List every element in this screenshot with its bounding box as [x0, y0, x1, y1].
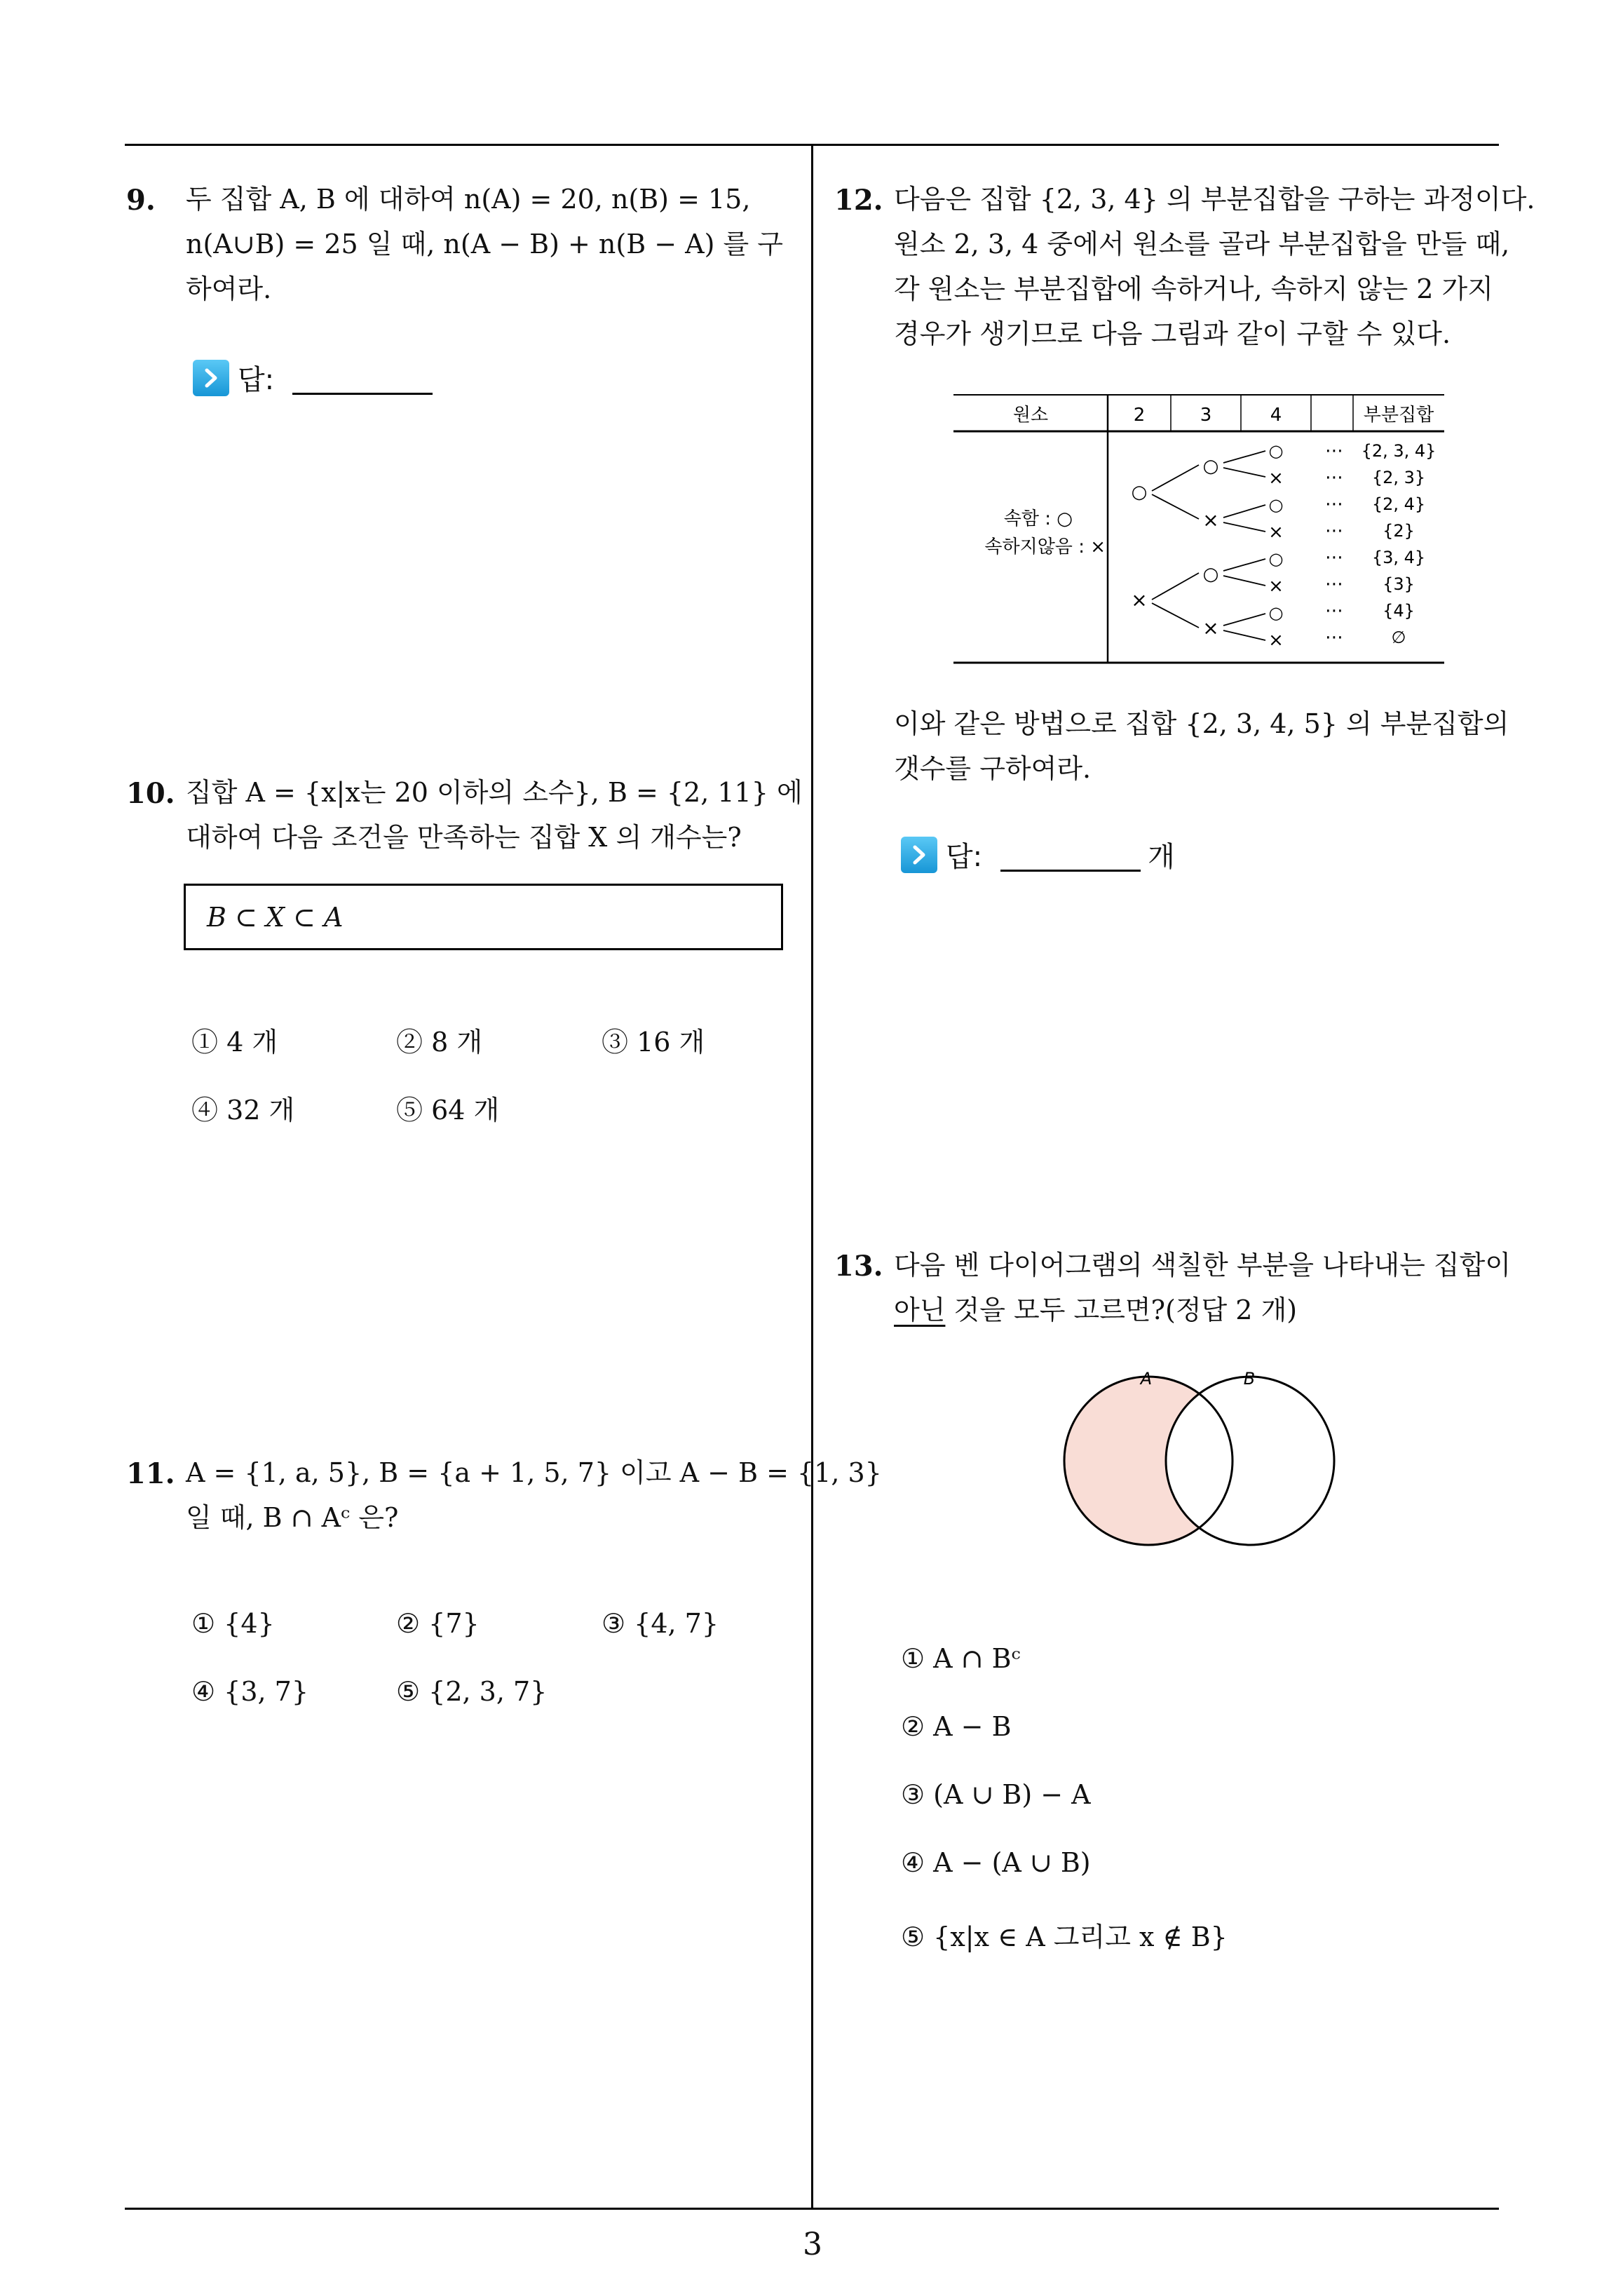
q10-line: 집합 A = {x|x는 20 이하의 소수}, B = {2, 11} 에: [186, 777, 803, 808]
q12-text: [894, 177, 1535, 356]
q9-line: 하여라.: [186, 274, 272, 304]
ellipsis: ⋯: [1325, 547, 1343, 568]
tree-mark-out: ×: [1268, 522, 1284, 543]
q12-line: 경우가 생기므로 다음 그림과 같이 구할 수 있다.: [894, 318, 1451, 349]
q9-number: 9.: [126, 184, 156, 217]
subset-cell: {2}: [1383, 521, 1415, 541]
ellipsis: ⋯: [1325, 494, 1343, 515]
header-cell: 부분집합: [1363, 405, 1434, 426]
q11-choice[interactable]: ⑤ {2, 3, 7}: [396, 1676, 548, 1707]
q12-line: 원소 2, 3, 4 중에서 원소를 골라 부분집합을 만들 때,: [894, 229, 1510, 259]
q13-negation: 아닌: [894, 1295, 946, 1325]
q10-choice[interactable]: ④ 32 개: [191, 1095, 295, 1126]
q11-text: [186, 1450, 882, 1540]
q11-choice[interactable]: ③ {4, 7}: [602, 1608, 719, 1639]
venn-label-a: A: [1140, 1369, 1153, 1389]
q13-choice[interactable]: ④ A − (A ∪ B): [901, 1847, 1091, 1878]
venn-label-b: B: [1243, 1369, 1256, 1389]
q13-line2: [894, 1288, 1511, 1332]
q9-answer-field[interactable]: [292, 360, 433, 395]
q11-choice[interactable]: ④ {3, 7}: [191, 1676, 309, 1707]
subset-cell: {4}: [1383, 601, 1415, 621]
tree-mark-in: ○: [1202, 564, 1219, 585]
tree-mark-out: ×: [1268, 468, 1284, 489]
q11-line: A = {1, a, 5}, B = {a + 1, 5, 7} 이고 A − B = {1, 3}: [186, 1457, 882, 1488]
q12-followup-line: 갯수를 구하여라.: [894, 753, 1092, 784]
subset-cell: {2, 3}: [1371, 468, 1426, 487]
q12-followup: [894, 701, 1509, 791]
tree-mark-out: ×: [1131, 588, 1148, 612]
chevron-right-icon: [901, 837, 937, 873]
q10-choice[interactable]: ① 4 개: [191, 1027, 278, 1058]
q10-number: 10.: [126, 777, 175, 810]
q10-line: 대하여 다음 조건을 만족하는 집합 X 의 개수는?: [186, 822, 742, 853]
subset-cell: ∅: [1391, 628, 1406, 647]
tree-mark-in: ○: [1268, 549, 1284, 569]
q13-number: 13.: [834, 1250, 883, 1283]
column-divider: [811, 144, 813, 2209]
q11-number: 11.: [126, 1457, 175, 1490]
tree-mark-out: ×: [1268, 630, 1284, 651]
q9-line: n(A∪B) = 25 일 때, n(A − B) + n(B − A) 를 구: [186, 229, 783, 259]
legend-out: 속하지않음 : ×: [984, 536, 1106, 558]
subset-cell: {2, 3, 4}: [1361, 441, 1437, 461]
q9-answer-label: 답:: [238, 364, 275, 396]
q12-line: 각 원소는 부분집합에 속하거나, 속하지 않는 2 가지: [894, 274, 1493, 304]
q12-answer-row: [901, 835, 1175, 874]
q12-tree-diagram: [950, 389, 1455, 670]
ellipsis: ⋯: [1325, 574, 1343, 595]
q12-answer-unit: 개: [1148, 841, 1175, 873]
q13-line2-rest: 것을 모두 고르면?(정답 2 개): [945, 1295, 1298, 1325]
q13-choice[interactable]: ② A − B: [901, 1711, 1012, 1742]
q10-choice[interactable]: ② 8 개: [396, 1027, 483, 1058]
chevron-right-icon: [193, 360, 229, 396]
q13-choice[interactable]: ③ (A ∪ B) − A: [901, 1779, 1091, 1810]
q12-line: 다음은 집합 {2, 3, 4} 의 부분집합을 구하는 과정이다.: [894, 184, 1535, 215]
bottom-rule: [125, 2208, 1499, 2210]
q11-line: 일 때, B ∩ Aᶜ 은?: [186, 1502, 399, 1533]
q13-choice[interactable]: ⑤ {x|x ∈ A 그리고 x ∉ B}: [901, 1922, 1228, 1952]
ellipsis: ⋯: [1325, 627, 1343, 648]
q11-choice[interactable]: ② {7}: [396, 1608, 480, 1639]
q10-text: [186, 770, 803, 860]
ellipsis: ⋯: [1325, 520, 1343, 541]
tree-mark-in: ○: [1268, 441, 1284, 461]
q12-answer-field[interactable]: [1000, 837, 1141, 872]
q9-text: [186, 177, 783, 311]
ellipsis: ⋯: [1325, 440, 1343, 461]
legend-in: 속함 : ○: [1003, 508, 1073, 529]
q10-choice[interactable]: ③ 16 개: [602, 1027, 705, 1058]
tree-mark-out: ×: [1202, 616, 1219, 640]
q12-followup-line: 이와 같은 방법으로 집합 {2, 3, 4, 5} 의 부분집합의: [894, 708, 1509, 739]
q13-text: [894, 1243, 1511, 1332]
header-cell: 2: [1133, 405, 1146, 426]
header-cell: 3: [1200, 405, 1212, 426]
q11-choice[interactable]: ① {4}: [191, 1608, 275, 1639]
q9-line: 두 집합 A, B 에 대하여 n(A) = 20, n(B) = 15,: [186, 184, 751, 215]
subset-cell: {2, 4}: [1371, 494, 1426, 514]
tree-mark-in: ○: [1202, 456, 1219, 477]
page-number: 3: [803, 2227, 822, 2262]
q10-condition-box: B ⊂ X ⊂ A: [184, 884, 783, 950]
subset-cell: {3}: [1383, 574, 1415, 594]
q9-answer-row: [193, 358, 433, 398]
tree-mark-out: ×: [1268, 576, 1284, 597]
q13-venn-diagram: [1059, 1368, 1339, 1550]
ellipsis: ⋯: [1325, 600, 1343, 621]
ellipsis: ⋯: [1325, 467, 1343, 488]
tree-mark-in: ○: [1268, 495, 1284, 515]
q10-choice[interactable]: ⑤ 64 개: [396, 1095, 500, 1126]
q12-number: 12.: [834, 184, 883, 217]
q13-choice[interactable]: ① A ∩ Bᶜ: [901, 1643, 1021, 1674]
header-cell: 4: [1270, 405, 1282, 426]
q13-line: 다음 벤 다이어그램의 색칠한 부분을 나타내는 집합이: [894, 1250, 1512, 1281]
tree-mark-in: ○: [1268, 603, 1284, 623]
tree-mark-out: ×: [1202, 508, 1219, 532]
subset-cell: {3, 4}: [1371, 548, 1426, 567]
tree-mark-in: ○: [1131, 482, 1148, 503]
header-cell: 원소: [1012, 405, 1049, 426]
q12-answer-label: 답:: [946, 841, 983, 873]
